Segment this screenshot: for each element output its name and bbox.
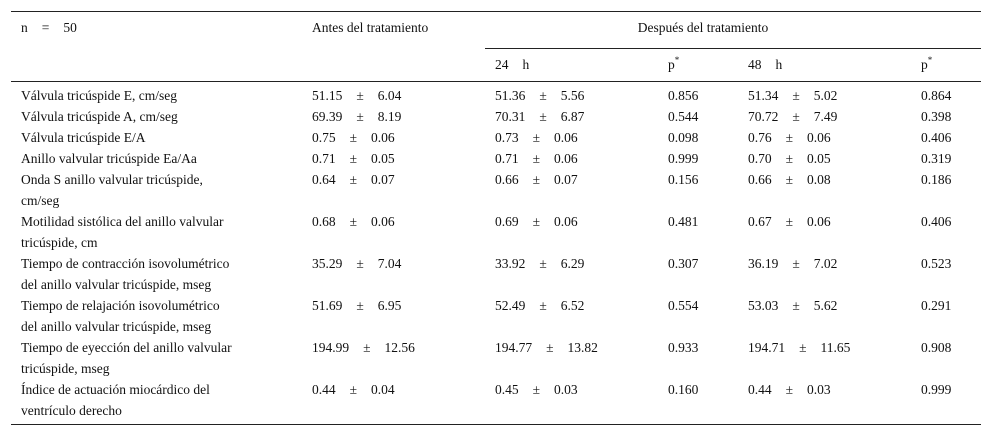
h48-cell [748,337,921,379]
antes-sd: 6.04 [377,88,402,103]
plus-minus: ± [539,109,547,124]
antes-sd: 0.06 [371,130,395,145]
table-header [11,12,981,82]
h24-header [485,49,668,82]
h48-sd: 11.65 [820,340,851,355]
p24-value: 0.156 [668,172,699,187]
h48-sd: 0.03 [807,382,831,397]
plus-minus: ± [539,88,547,103]
antes-cell [312,169,485,211]
antes-cell [312,127,485,148]
row-label-line-2: cm/seg [21,193,60,208]
h48-sd: 7.49 [813,109,838,124]
h48-cell [748,106,921,127]
table-row [11,379,981,425]
table-row [11,127,981,148]
row-label-line-1: Tiempo de contracción isovolumétrico [21,256,230,271]
h48-sd: 5.62 [813,298,838,313]
p48-value: 0.186 [921,172,952,187]
antes-sd: 8.19 [377,109,402,124]
row-label [11,337,312,379]
p24-value: 0.999 [668,151,699,166]
h24-cell [485,148,668,169]
row-label [11,169,312,211]
p24-value: 0.554 [668,298,699,313]
plus-minus: ± [539,298,547,313]
plus-minus: ± [792,256,800,271]
results-table [11,11,981,425]
h48-mean: 0.70 [748,151,772,166]
h24-sd: 13.82 [567,340,598,355]
p48-value: 0.406 [921,214,952,229]
row-label [11,379,312,425]
h24-mean: 0.45 [495,382,519,397]
h48-sd: 0.08 [807,172,831,187]
p24-asterisk: * [674,55,680,65]
n-equals: = [41,20,50,35]
antes-mean: 0.64 [312,172,336,187]
h48-mean: 0.67 [748,214,772,229]
antes-mean: 194.99 [312,340,350,355]
antes-sd: 0.05 [371,151,395,166]
h24-cell [485,379,668,425]
h48-mean: 0.76 [748,130,772,145]
plus-minus: ± [356,88,364,103]
p24-letter: p [668,57,675,72]
row-label-line-2: tricúspide, mseg [21,361,110,376]
row-label [11,211,312,253]
h24-number: 24 [495,57,509,72]
h48-cell [748,127,921,148]
table-row [11,295,981,337]
h24-sd: 6.87 [560,109,585,124]
plus-minus: ± [799,340,807,355]
p24-header [668,49,748,82]
plus-minus: ± [349,130,358,145]
p24-value: 0.307 [668,256,699,271]
h48-unit: h [775,57,783,72]
h24-sd: 0.07 [554,172,578,187]
h24-mean: 0.69 [495,214,519,229]
h24-cell [485,127,668,148]
h24-sd: 5.56 [560,88,585,103]
table-body [11,82,981,425]
plus-minus: ± [349,214,358,229]
plus-minus: ± [532,214,541,229]
h48-sd: 5.02 [813,88,838,103]
table-row [11,82,981,107]
plus-minus: ± [792,88,800,103]
p24-value: 0.856 [668,88,699,103]
h24-sd: 0.06 [554,214,578,229]
row-label-line-1: Motilidad sistólica del anillo valvular [21,214,224,229]
p48-header [921,49,981,82]
table-row [11,106,981,127]
h24-sd: 6.52 [560,298,585,313]
antes-sd: 0.06 [371,214,395,229]
row-label-line-1: Índice de actuación miocárdico del [21,382,210,397]
p24-value: 0.544 [668,109,699,124]
antes-sd: 0.07 [371,172,395,187]
p48-value: 0.999 [921,379,981,425]
sample-size-header [11,12,312,82]
p48-asterisk: * [927,55,933,65]
plus-minus: ± [356,298,364,313]
h24-mean: 70.31 [495,109,526,124]
plus-minus: ± [363,340,371,355]
row-label [11,295,312,337]
antes-cell [312,253,485,295]
h24-cell [485,337,668,379]
plus-minus: ± [532,382,541,397]
h48-number: 48 [748,57,762,72]
h24-cell [485,82,668,107]
h48-sd: 0.06 [807,130,831,145]
table-row [11,148,981,169]
h24-sd: 0.06 [554,130,578,145]
antes-mean: 0.68 [312,214,336,229]
h48-header [748,49,921,82]
n-value: 50 [63,20,77,35]
plus-minus: ± [785,151,794,166]
h48-mean: 70.72 [748,109,779,124]
antes-sd: 12.56 [384,340,415,355]
h24-cell [485,211,668,253]
plus-minus: ± [356,109,364,124]
plus-minus: ± [356,256,364,271]
plus-minus: ± [792,109,800,124]
row-label: Válvula tricúspide A, cm/seg [21,109,178,124]
h48-mean: 194.71 [748,340,786,355]
plus-minus: ± [546,340,554,355]
antes-cell [312,106,485,127]
plus-minus: ± [349,382,358,397]
h48-cell [748,82,921,107]
p48-value: 0.908 [921,340,952,355]
h48-mean: 53.03 [748,298,779,313]
row-label-line-1: Tiempo de relajación isovolumétrico [21,298,220,313]
h48-mean: 0.66 [748,172,772,187]
row-label-line-2: del anillo valvular tricúspide, mseg [21,319,212,334]
h24-cell [485,295,668,337]
h48-mean: 51.34 [748,88,779,103]
plus-minus: ± [785,130,794,145]
p24-value: 0.933 [668,340,699,355]
antes-mean: 0.75 [312,130,336,145]
antes-mean: 35.29 [312,256,343,271]
h48-cell [748,295,921,337]
plus-minus: ± [532,130,541,145]
h24-mean: 0.66 [495,172,519,187]
antes-mean: 0.71 [312,151,336,166]
h24-cell [485,169,668,211]
p24-value: 0.098 [668,130,699,145]
antes-sd: 7.04 [377,256,402,271]
h24-cell [485,106,668,127]
table-row [11,169,981,211]
h48-mean: 36.19 [748,256,779,271]
h48-cell [748,169,921,211]
plus-minus: ± [532,172,541,187]
antes-cell [312,295,485,337]
p48-value: 0.523 [921,256,952,271]
antes-header: Antes del tratamiento [312,12,485,82]
h48-cell [748,379,921,425]
antes-sd: 0.04 [371,382,395,397]
row-label-line-2: tricúspide, cm [21,235,98,250]
p48-value: 0.406 [921,130,952,145]
plus-minus: ± [349,151,358,166]
antes-sd: 6.95 [377,298,402,313]
row-label [11,253,312,295]
antes-mean: 69.39 [312,109,343,124]
h24-sd: 6.29 [560,256,585,271]
antes-cell [312,337,485,379]
row-label: Válvula tricúspide E, cm/seg [21,88,177,103]
table-row [11,337,981,379]
h24-mean: 33.92 [495,256,526,271]
row-label-line-2: del anillo valvular tricúspide, mseg [21,277,212,292]
despues-header: Después del tratamiento [485,12,981,49]
h48-sd: 0.05 [807,151,831,166]
plus-minus: ± [539,256,547,271]
header-row-1 [11,12,981,49]
h48-mean: 0.44 [748,382,772,397]
plus-minus: ± [349,172,358,187]
h48-sd: 7.02 [813,256,838,271]
plus-minus: ± [785,172,794,187]
h24-mean: 194.77 [495,340,533,355]
p48-value: 0.864 [921,88,952,103]
antes-mean: 0.44 [312,382,336,397]
h48-cell [748,211,921,253]
p48-value: 0.398 [921,109,952,124]
row-label: Anillo valvular tricúspide Ea/Aa [21,151,197,166]
h24-sd: 0.03 [554,382,578,397]
row-label-line-1: Tiempo de eyección del anillo valvular [21,340,232,355]
h24-sd: 0.06 [554,151,578,166]
row-label: Válvula tricúspide E/A [21,130,146,145]
p24-value: 0.481 [668,214,699,229]
h24-cell [485,253,668,295]
row-label-line-1: Onda S anillo valvular tricúspide, [21,172,203,187]
h48-cell [748,148,921,169]
plus-minus: ± [532,151,541,166]
p24-value: 0.160 [668,379,748,425]
table-row [11,211,981,253]
h48-sd: 0.06 [807,214,831,229]
p48-value: 0.291 [921,298,952,313]
h24-unit: h [522,57,530,72]
plus-minus: ± [785,214,794,229]
antes-cell [312,379,485,425]
table-row [11,253,981,295]
h48-cell [748,253,921,295]
p48-value: 0.319 [921,151,952,166]
plus-minus: ± [792,298,800,313]
antes-mean: 51.15 [312,88,343,103]
plus-minus: ± [785,382,794,397]
h24-mean: 51.36 [495,88,526,103]
h24-mean: 0.73 [495,130,519,145]
row-label-line-2: ventrículo derecho [21,403,122,418]
antes-cell [312,211,485,253]
n-label: n [21,20,28,35]
antes-mean: 51.69 [312,298,343,313]
p48-letter: p [921,57,928,72]
h24-mean: 52.49 [495,298,526,313]
antes-cell [312,82,485,107]
h24-mean: 0.71 [495,151,519,166]
antes-cell [312,148,485,169]
